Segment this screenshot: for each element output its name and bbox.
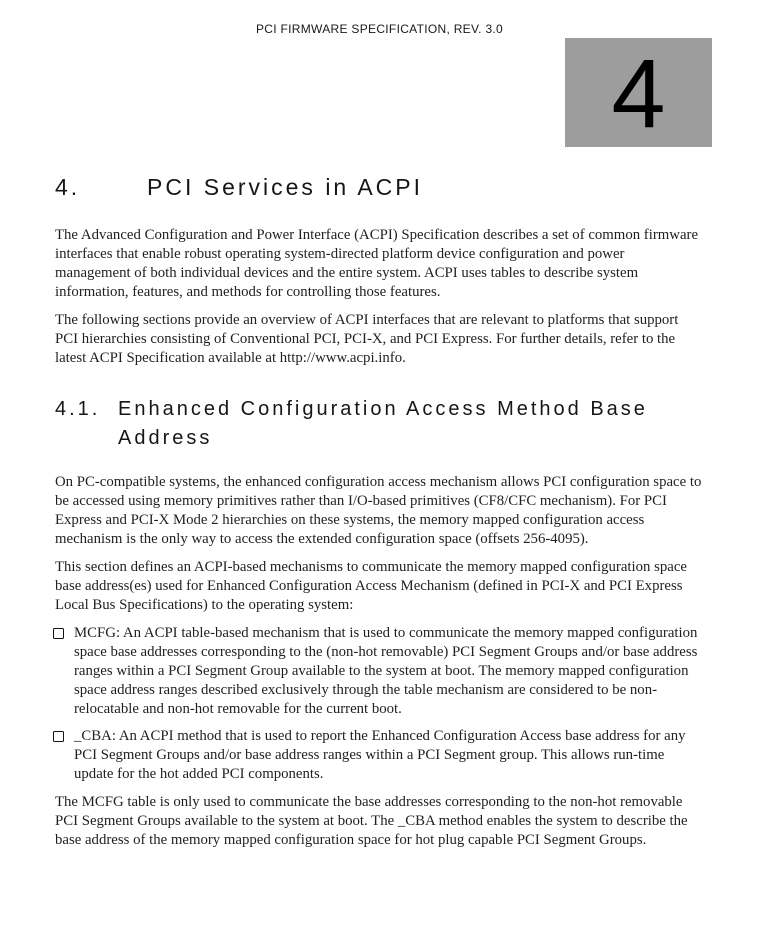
page-content (55, 172, 703, 859)
square-bullet-icon (53, 731, 64, 742)
square-bullet-icon (53, 628, 64, 639)
paragraph-section-defines: This section defines an ACPI-based mechanisms to communicate the memory mapped configuration space base address(es) used for Enhanced Configuration Access Mechanism (defined in PCI-X and PCI Express Local Bus Specifications) to the operating system: (55, 559, 687, 613)
paragraph-sections-overview: The following sections provide an overview of ACPI interfaces that are relevant to platforms that support PCI hierarchies consisting of Conventional PCI, PCI-X, and PCI Express. For further details, refer to the latest ACPI Specification available at http://www.acpi.info. (55, 312, 679, 366)
list-item-mcfg (55, 624, 700, 719)
list-item-cba-text: _CBA: An ACPI method that is used to report the Enhanced Configuration Access base address for any PCI Segment Groups and/or base address ranges within a PCI Segment group. This allows run-time update for the hot added PCI components. (74, 728, 686, 782)
paragraph-pc-compatible: On PC-compatible systems, the enhanced configuration access mechanism allows PCI configuration space to be accessed using memory primitives rather than I/O-based primitives (CF8/CFC mechanism). For PCI Express and PCI-X Mode 2 hierarchies on these systems, the memory mapped configuration access mechanism is the only way to access the extended configuration space (offsets 256-4095). (55, 474, 702, 547)
paragraph-closing: The MCFG table is only used to communicate the base addresses corresponding to the non-hot removable PCI Segment Groups available to the system at boot. The _CBA method enables the system to describe the base address of the memory mapped configuration space for hot plug capable PCI Segment Groups. (55, 794, 688, 848)
chapter-heading-title: PCI Services in ACPI (147, 174, 424, 200)
running-header: PCI FIRMWARE SPECIFICATION, REV. 3.0 (255, 22, 504, 36)
section-heading (55, 395, 703, 453)
chapter-heading (55, 172, 703, 202)
chapter-number-box (565, 38, 712, 147)
paragraph-acpi-overview: The Advanced Configuration and Power Interface (ACPI) Specification describes a set of common firmware interfaces that enable robust operating system-directed platform device configuration and power management of both individual devices and the entire system. ACPI uses tables to describe system information, features, and methods for controlling those features. (55, 227, 699, 300)
bullet-list (55, 624, 703, 784)
list-item-mcfg-text: MCFG: An ACPI table-based mechanism that is used to communicate the memory mapped configuration space base addresses corresponding to the (non-hot removable) PCI Segment Groups and/or base address ranges within a PCI Segment Group available to the system at boot. The memory mapped configuration space address ranges described exclusively through the table mechanism are considered to be non-relocatable and non-hot removable for the current boot. (74, 625, 698, 717)
chapter-heading-number: 4. (55, 174, 81, 200)
section-heading-title: Enhanced Configuration Access Method Base Address (118, 398, 648, 449)
chapter-number: 4 (611, 39, 666, 148)
section-heading-number: 4.1. (55, 398, 101, 420)
list-item-cba (55, 727, 700, 784)
